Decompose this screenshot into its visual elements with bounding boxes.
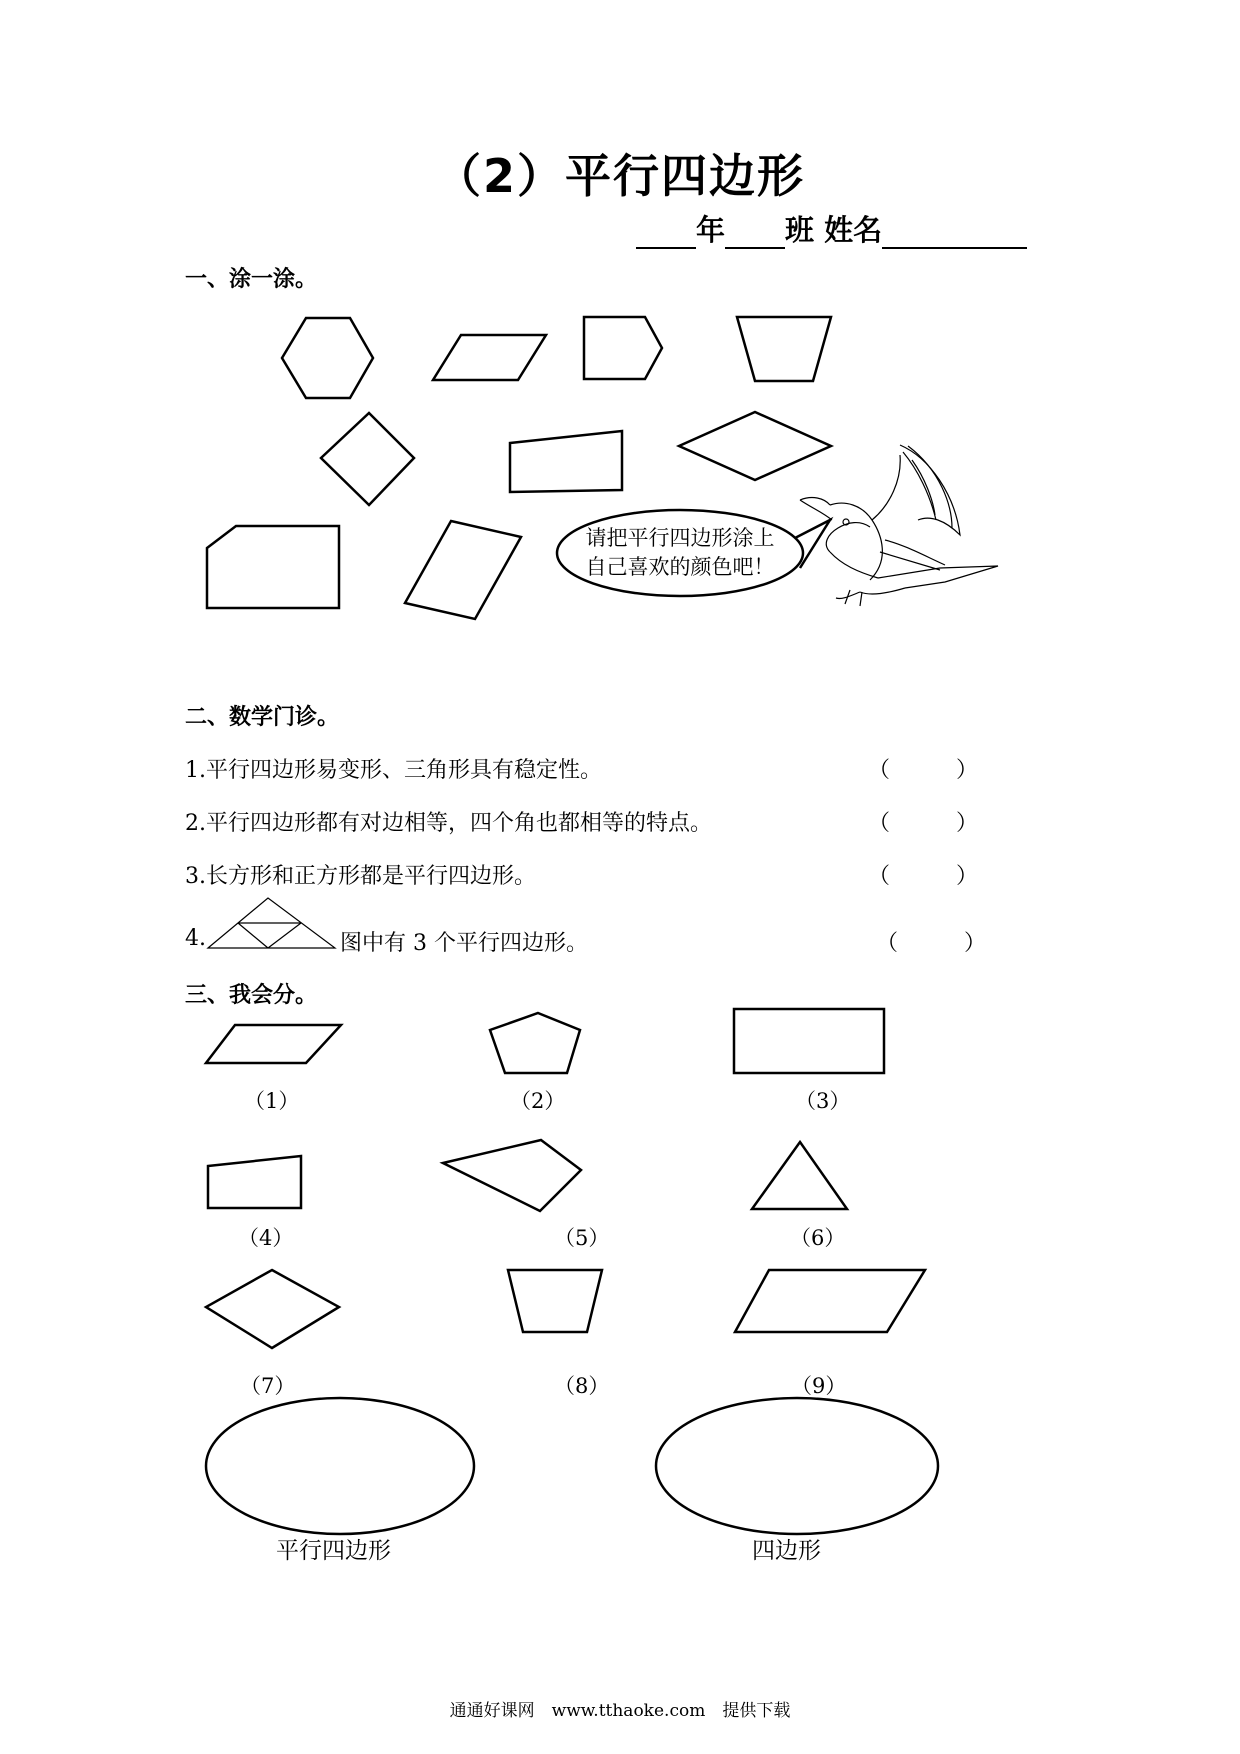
oval-parallelograms[interactable] [206,1398,474,1534]
s3-shape-5-quadrilateral[interactable] [443,1140,581,1211]
s3-shape-3-rectangle[interactable] [734,1009,884,1073]
s3-shape-8-trapezoid[interactable] [508,1270,602,1332]
section2-heading: 二、数学门诊。 [185,705,340,730]
shape-label-8: （8） [554,1374,610,1398]
section1-heading: 一、涂一涂。 [185,267,318,292]
shape-label-9: （9） [791,1374,847,1398]
s3-shape-1-parallelogram[interactable] [206,1025,341,1063]
q4-triangle-figure [208,898,335,948]
bubble-line-1: 请把平行四边形涂上 [585,526,775,550]
bubble-text [557,524,803,582]
s1-quadrilateral[interactable] [510,431,622,492]
grade-label: 年 [696,213,726,247]
question-1-answer[interactable]: （ ） [868,758,979,783]
shape-label-5: （5） [554,1226,610,1250]
s1-parallelogram-a[interactable] [433,335,546,380]
oval-right-label: 四边形 [752,1538,821,1564]
question-1-text: 1.平行四边形易变形、三角形具有稳定性。 [185,758,602,783]
shape-label-6: （6） [790,1226,846,1250]
question-3-text: 3.长方形和正方形都是平行四边形。 [185,864,536,889]
bubble-line-2: 自己喜欢的颜色吧！ [585,555,775,579]
shape-label-7: （7） [240,1374,296,1398]
question-4-answer[interactable]: （ ） [876,931,987,956]
s1-trapezoid[interactable] [737,317,831,381]
s1-parallelogram-b[interactable] [405,521,521,619]
s3-shape-7-rhombus[interactable] [206,1270,339,1348]
section3-heading: 三、我会分。 [185,983,318,1008]
question-2-answer[interactable]: （ ） [868,811,979,836]
shape-label-3: （3） [795,1089,851,1113]
shape-label-2: （2） [510,1089,566,1113]
footer-credit: 通通好课网 www.tthaoke.com 提供下载 [449,1701,791,1721]
s1-pentagon-house[interactable] [584,317,662,379]
s3-shape-2-pentagon[interactable] [490,1013,580,1073]
s1-hexagon[interactable] [282,318,373,398]
s1-rhombus-tilted[interactable] [321,413,414,505]
oval-left-label: 平行四边形 [276,1538,391,1564]
question-4-prefix: 4. [185,926,206,951]
s3-shape-9-parallelogram[interactable] [735,1270,925,1332]
oval-quadrilaterals[interactable] [656,1398,938,1534]
page-title: （2）平行四边形 [434,149,805,203]
question-2-text: 2.平行四边形都有对边相等，四个角也都相等的特点。 [185,811,712,836]
s3-shape-6-triangle[interactable] [752,1142,847,1209]
question-4-text: 图中有 3 个平行四边形。 [340,931,588,956]
name-label: 姓名 [824,213,883,247]
s1-cut-corner-rect[interactable] [207,526,339,608]
s3-shape-4-quadrilateral[interactable] [208,1156,301,1208]
question-3-answer[interactable]: （ ） [868,864,979,889]
s1-rhombus-flat[interactable] [679,412,831,480]
bird-illustration [800,445,998,606]
shape-label-1: （1） [244,1089,300,1113]
shape-label-4: （4） [238,1226,294,1250]
class-label: 班 [785,213,815,247]
